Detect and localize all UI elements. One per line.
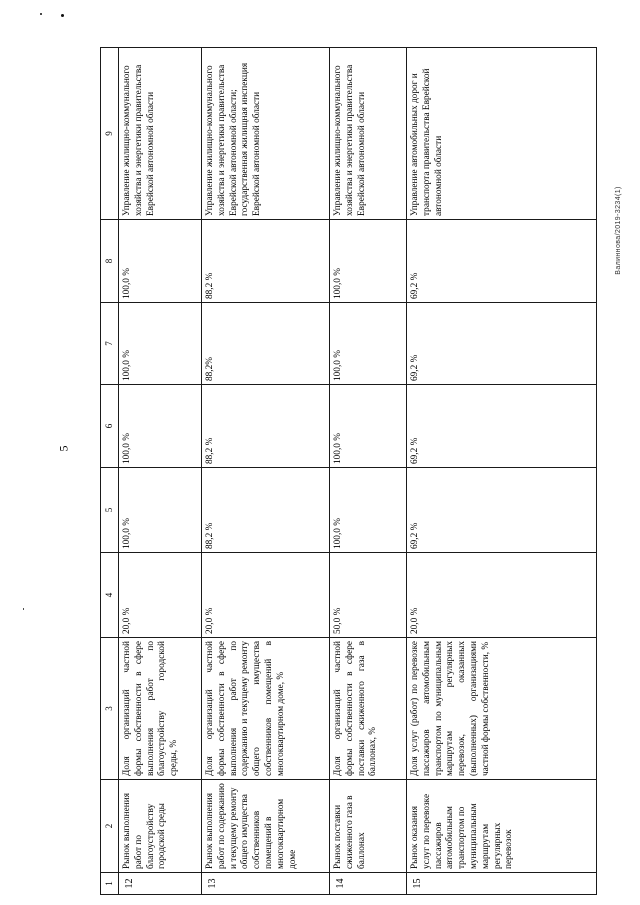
value-col-4: 20,0 %: [407, 553, 597, 638]
value-col-7: 100,0 %: [330, 303, 407, 385]
value-col-4: 50,0 %: [330, 553, 407, 638]
market-name: Рынок выполнения работ по благоустройству городской среды: [119, 780, 202, 873]
responsible-body: Управление жилищно-коммунального хозяйства и энергетики правительства Еврейской автономной области: [330, 48, 407, 220]
scan-speck: [61, 14, 64, 17]
responsible-body: Управление жилищно-коммунального хозяйства и энергетики правительства Еврейской автономной области: [119, 48, 202, 220]
value-col-7: 69,2 %: [407, 303, 597, 385]
page-number: [49, 433, 79, 463]
market-name: Рынок выполнения работ по содержанию и текущему ремонту общего имущества собственников помещений в многоквартирном доме: [202, 780, 330, 873]
value-col-8: 88,2 %: [202, 220, 330, 303]
indicator-text: Доля организаций частной формы собственности в сфере выполнения работ по содержанию и текущему ремонту общего имущества собственников помещений в многоквартирном доме, %: [202, 638, 330, 780]
value-col-6: 100,0 %: [119, 385, 202, 468]
header-col-3: 3: [101, 638, 119, 780]
value-col-7: 100,0 %: [119, 303, 202, 385]
row-number: 14: [330, 873, 407, 895]
value-col-7: 88,2%: [202, 303, 330, 385]
rotated-table-area: [100, 48, 596, 895]
value-col-4: 20,0 %: [119, 553, 202, 638]
market-name: Рынок оказания услуг по перевозке пассажиров автомобильным транспортом по муниципальным маршрутам регулярных перевозок: [407, 780, 597, 873]
footer-code-text: Валиннова/2019-3234(1): [614, 185, 622, 275]
market-name: Рынок поставки сжиженного газа в баллонах: [330, 780, 407, 873]
value-col-8: 100,0 %: [330, 220, 407, 303]
value-col-5: 100,0 %: [330, 468, 407, 553]
indicator-text: Доля организаций частной формы собственности в сфере выполнения работ по благоустройству городской среды, %: [119, 638, 202, 780]
value-col-5: 88,2 %: [202, 468, 330, 553]
value-col-8: 69,2 %: [407, 220, 597, 303]
page-number-text: 5: [56, 445, 71, 451]
header-col-8: 8: [101, 220, 119, 303]
row-number: 13: [202, 873, 330, 895]
table-row: [330, 48, 407, 895]
table-row: [202, 48, 330, 895]
table-wrapper: [100, 48, 596, 895]
value-col-5: 69,2 %: [407, 468, 597, 553]
scan-speck: [40, 13, 42, 15]
header-col-6: 6: [101, 385, 119, 468]
header-col-7: 7: [101, 303, 119, 385]
value-col-5: 100,0 %: [119, 468, 202, 553]
table-row: [119, 48, 202, 895]
responsible-body: Управление жилищно-коммунального хозяйства и энергетики правительства Еврейской автономной области; государственная жилищная инспекция Еврейской автономной области: [202, 48, 330, 220]
value-col-6: 100,0 %: [330, 385, 407, 468]
row-number: 12: [119, 873, 202, 895]
value-col-8: 100,0 %: [119, 220, 202, 303]
indicator-text: Доля организаций частной формы собственности в сфере поставки сжиженного газа в баллонах, %: [330, 638, 407, 780]
value-col-6: 88,2 %: [202, 385, 330, 468]
header-col-1: 1: [101, 873, 119, 895]
header-col-4: 4: [101, 553, 119, 638]
value-col-4: 20,0 %: [202, 553, 330, 638]
footer-document-code: [608, 145, 628, 315]
header-row: [101, 48, 119, 895]
row-number: 15: [407, 873, 597, 895]
table-row: [407, 48, 597, 895]
header-col-2: 2: [101, 780, 119, 873]
value-col-6: 69,2 %: [407, 385, 597, 468]
indicators-table: [100, 47, 597, 895]
header-col-9: 9: [101, 48, 119, 220]
responsible-body: Управление автомобильных дорог и транспорта правительства Еврейской автономной области: [407, 48, 597, 220]
header-col-5: 5: [101, 468, 119, 553]
indicator-text: Доля услуг (работ) по перевозке пассажиров автомобильным транспортом по муниципальным маршрутам регулярных перевозок, оказанных (выполненных) организациями частной формы собственности, %: [407, 638, 597, 780]
scan-speck: [23, 608, 24, 610]
